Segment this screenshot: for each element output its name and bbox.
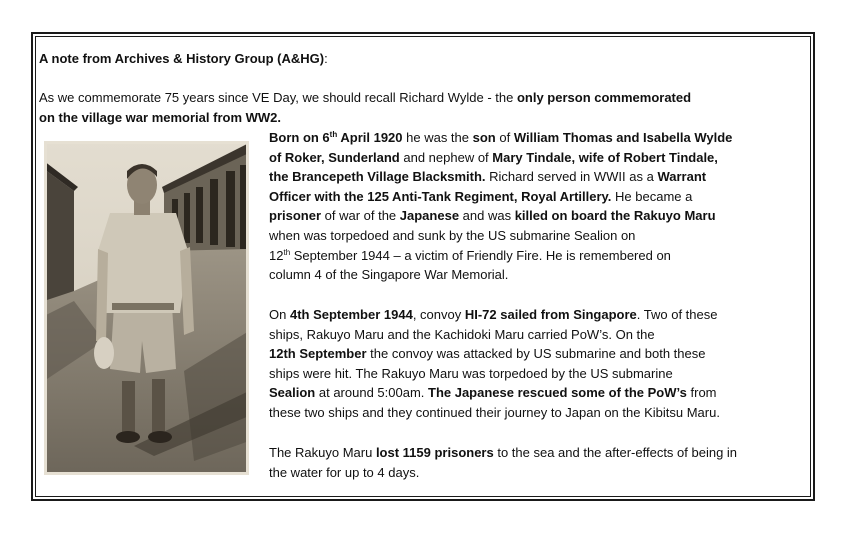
losses-line-1: The Rakuyo Maru lost 1159 prisoners to the sea and the after-effects of being in xyxy=(269,445,738,460)
intro-line-2: on the village war memorial from WW2. xyxy=(39,109,281,125)
convoy-line-2: ships, Rakuyo Maru and the Kachidoki Maru carried PoW’s. On the xyxy=(269,326,655,342)
bio-line-8: column 4 of the Singapore War Memorial. xyxy=(269,267,509,283)
bio-line-4: Officer with the 125 Anti-Tank Regiment, Royal Artillery. He became a xyxy=(269,188,693,204)
note-heading: A note from Archives & History Group (A&HG): xyxy=(39,51,328,66)
intro-line-1: As we commemorate 75 years since VE Day, we should recall Richard Wylde - the only person commemorated xyxy=(39,90,692,105)
convoy-line-3: 12th September the convoy was attacked by US submarine and both these xyxy=(269,346,706,362)
bio-line-7: 12th September 1944 – a victim of Friendly Fire. He is remembered on xyxy=(269,247,671,263)
bio-line-5: prisoner of war of the Japanese and was killed on board the Rakuyo Maru xyxy=(269,208,716,224)
bio-line-1: Born on 6th April 1920 he was the son of William Thomas and Isabella Wylde xyxy=(269,130,733,145)
bio-line-2: of Roker, Sunderland and nephew of Mary Tindale, wife of Robert Tindale, xyxy=(269,149,718,165)
convoy-line-4: ships were hit. The Rakuyo Maru was torpedoed by the US submarine xyxy=(269,365,673,381)
convoy-line-5: Sealion at around 5:00am. The Japanese rescued some of the PoW’s from xyxy=(269,385,717,401)
losses-line-2: the water for up to 4 days. xyxy=(269,464,420,480)
intro-paragraph xyxy=(39,88,809,127)
bio-line-3: the Brancepeth Village Blacksmith. Richard served in WWII as a Warrant xyxy=(269,169,707,185)
bio-line-6: when was torpedoed and sunk by the US submarine Sealion on xyxy=(269,227,636,243)
convoy-line-1: On 4th September 1944, convoy HI-72 sailed from Singapore. Two of these xyxy=(269,307,718,322)
convoy-paragraph xyxy=(269,305,814,423)
soldier-photograph xyxy=(44,141,249,475)
convoy-line-6: these two ships and they continued their journey to Japan on the Kibitsu Maru. xyxy=(269,404,720,420)
biography-paragraph xyxy=(269,128,814,285)
photo-image xyxy=(44,141,249,475)
losses-paragraph xyxy=(269,443,814,482)
